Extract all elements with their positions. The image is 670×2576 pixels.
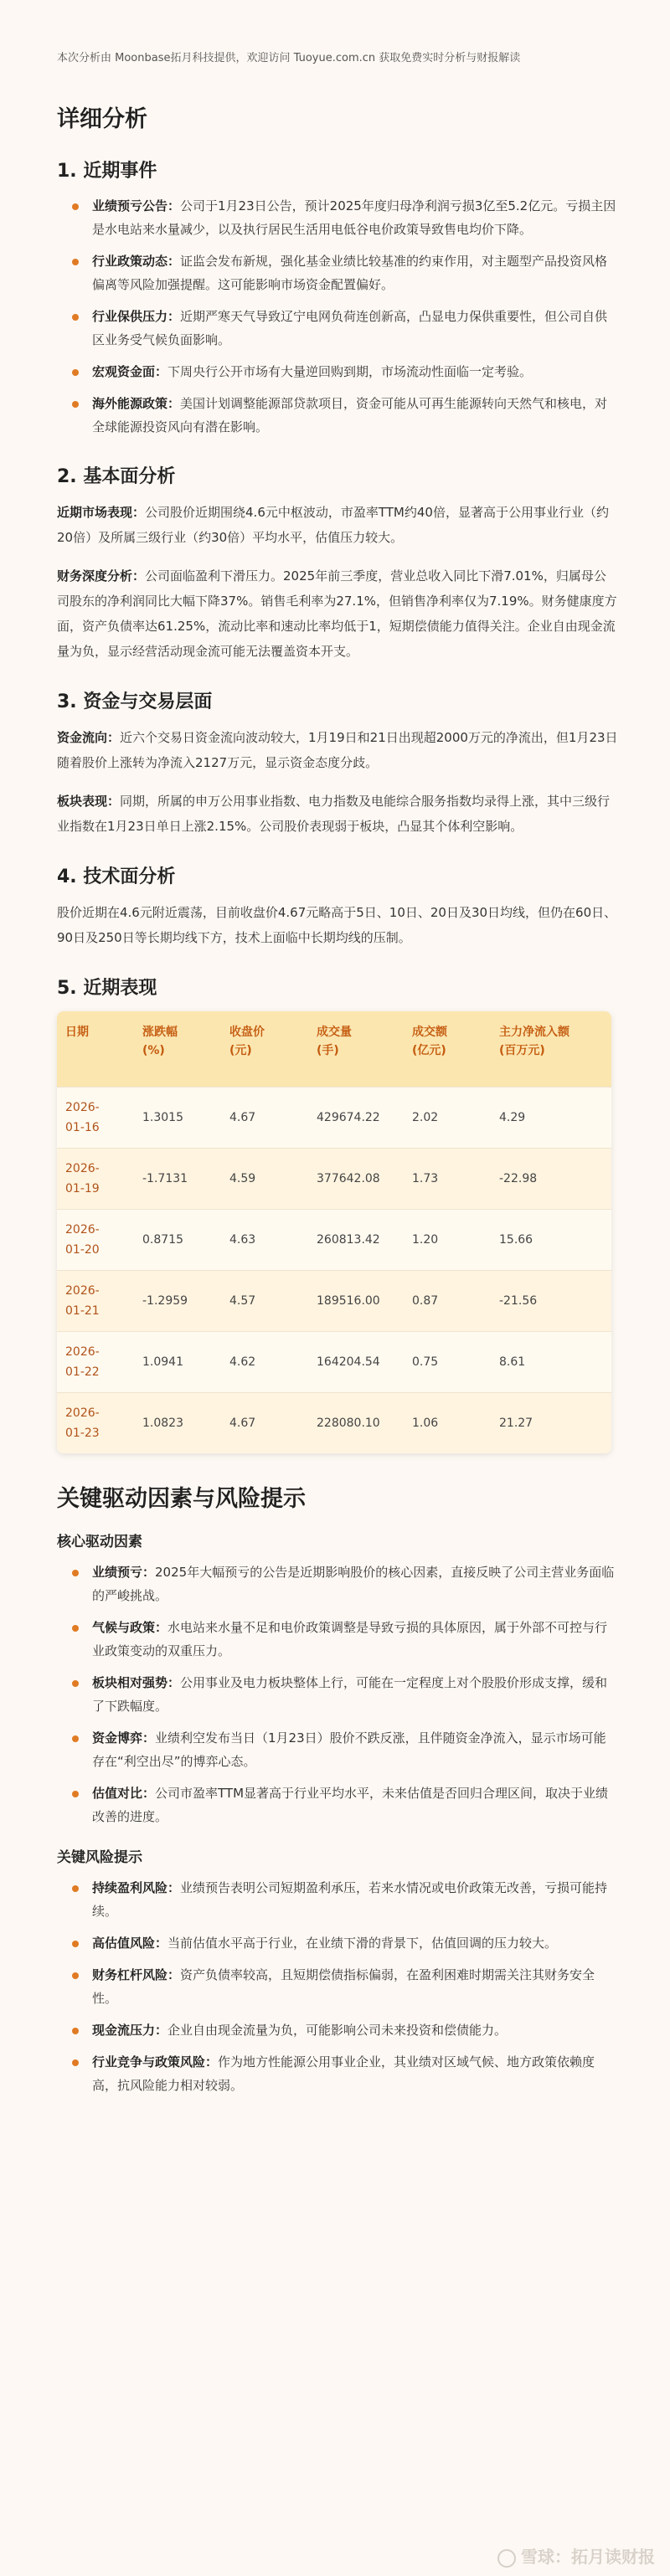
cell: 4.29 [491,1087,611,1148]
item-key: 财务杠杆风险： [92,1967,181,1982]
item-text: 业绩利空发布当日（1月23日）股价不跌反涨，且伴随资金净流入，显示市场可能存在“利空出尽”的博弈心态。 [92,1730,606,1769]
paragraph [57,563,618,664]
item-text: 作为地方性能源公用事业企业，其业绩对区域气候、地方政策依赖度高，抗风险能力相对较弱。 [92,2054,595,2093]
cell: 4.62 [221,1331,308,1392]
bullet-icon [72,1735,79,1742]
col-header: 涨跌幅 (%) [134,1011,221,1087]
list-item [70,2050,618,2097]
fundamentals-title: 2. 基本面分析 [57,466,176,487]
performance-table [57,1011,611,1453]
cell: -22.98 [491,1148,611,1209]
item-key: 气候与政策： [92,1619,168,1635]
paragraph [57,789,618,839]
cell: 228080.10 [308,1392,404,1453]
para-text: 公司股价近期围绕4.6元中枢波动，市盈率TTM约40倍，显著高于公用事业行业（约20倍）及所属三级行业（约30倍）平均水平，估值压力较大。 [57,505,609,545]
list-item [70,1671,618,1718]
item-key: 资金博弈： [92,1730,156,1746]
cell-date: 2026- 01-22 [57,1331,134,1392]
table-row [57,1392,611,1453]
list-item [70,1726,618,1773]
item-text: 公司市盈率TTM显著高于行业平均水平，未来估值是否回归合理区间，取决于业绩改善的进度。 [92,1785,609,1824]
cell: 4.67 [221,1392,308,1453]
technical-text: 股价近期在4.6元附近震荡，目前收盘价4.67元略高于5日、10日、20日及30日均线，但仍在60日、90日及250日等长期均线下方，技术上面临中长期均线的压制。 [57,905,617,945]
para-text: 近六个交易日资金流向波动较大，1月19日和21日出现超2000万元的净流出，但1月23日随着股价上涨转为净流入2127万元，显示资金态度分歧。 [57,730,618,770]
technical-title: 4. 技术面分析 [57,866,176,887]
table-row [57,1087,611,1148]
col-header: 收盘价 (元) [221,1011,308,1087]
list-item [70,1561,618,1607]
cell: 429674.22 [308,1087,404,1148]
cell: -1.7131 [134,1148,221,1209]
para-key: 板块表现： [57,794,121,809]
cell: 377642.08 [308,1148,404,1209]
item-text: 证监会发布新规，强化基金业绩比较基准的约束作用，对主题型产品投资风格偏离等风险加强提醒。这可能影响市场资金配置偏好。 [92,254,608,292]
item-key: 板块相对强势： [92,1674,181,1690]
item-text: 资产负债率较高，且短期偿债指标偏弱，在盈利困难时期需关注其财务安全性。 [92,1967,595,2006]
bullet-icon [72,2059,79,2066]
detail-title: 详细分析 [57,106,147,132]
list-item [70,392,618,439]
recent-events-list [70,194,618,439]
watermark [497,2543,655,2568]
cell: 1.06 [404,1392,491,1453]
list-item [70,1782,618,1828]
item-key: 高估值风险： [92,1935,168,1951]
bullet-icon [72,1791,79,1797]
paragraph [57,725,618,775]
drivers-title: 关键驱动因素与风险提示 [57,1485,306,1512]
item-text: 当前估值水平高于行业，在业绩下滑的背景下，估值回调的压力较大。 [168,1935,558,1951]
cell-date: 2026- 01-19 [57,1148,134,1209]
cell: 1.0941 [134,1331,221,1392]
cell: 1.3015 [134,1087,221,1148]
cell: 260813.42 [308,1209,404,1270]
cell: 4.59 [221,1148,308,1209]
source-note: 本次分析由 Moonbase拓月科技提供，欢迎访问 Tuoyue.com.cn 获取免费实时分析与财报解读 [57,52,521,64]
table-row [57,1209,611,1270]
bullet-icon [72,401,79,408]
table-row [57,1270,611,1331]
core-drivers-list [70,1561,618,1828]
bullet-icon [72,314,79,321]
col-header: 主力净流入额 (百万元) [491,1011,611,1087]
item-text: 2025年大幅预亏的公告是近期影响股价的核心因素，直接反映了公司主营业务面临的严峻挑战。 [92,1564,615,1603]
item-text: 企业自由现金流量为负，可能影响公司未来投资和偿债能力。 [168,2022,508,2038]
col-header: 成交额 (亿元) [404,1011,491,1087]
cell: 21.27 [491,1392,611,1453]
list-item [70,249,618,296]
bullet-icon [72,259,79,265]
cell: 189516.00 [308,1270,404,1331]
item-key: 业绩预亏： [92,1564,156,1580]
cell: 164204.54 [308,1331,404,1392]
item-text: 业绩预告表明公司短期盈利承压，若来水情况或电价政策无改善，亏损可能持续。 [92,1879,608,1919]
item-text: 下周央行公开市场有大量逆回购到期，市场流动性面临一定考验。 [168,364,533,379]
recent-perf-title: 5. 近期表现 [57,978,157,999]
paragraph [57,500,618,550]
para-text: 同期，所属的申万公用事业指数、电力指数及电能综合服务指数均录得上涨，其中三级行业指数在1月23日单日上涨2.15%。公司股价表现弱于板块，凸显其个体利空影响。 [57,794,611,834]
para-text: 公司面临盈利下滑压力。2025年前三季度，营业总收入同比下滑7.01%，归属母公司股东的净利润同比大幅下降37%。销售毛利率为27.1%，但销售净利率仅为7.19%。财务健康度方面，资产负债率达61.25%，流动比率和速动比率均低于1，短期偿债能力值得关注。企业自由现金流量为负，显示经营活动现金流可能无法覆盖资本开支。 [57,568,617,659]
capital-flow-title: 3. 资金与交易层面 [57,692,213,712]
cell: 1.0823 [134,1392,221,1453]
cell-date: 2026- 01-20 [57,1209,134,1270]
list-item [70,360,618,383]
list-item [70,2018,618,2042]
cell: 1.20 [404,1209,491,1270]
cell-date: 2026- 01-23 [57,1392,134,1453]
bullet-icon [72,2028,79,2034]
item-key: 行业竞争与政策风险： [92,2054,219,2070]
item-key: 估值对比： [92,1785,156,1801]
item-key: 行业保供压力： [92,309,181,324]
cell: 2.02 [404,1087,491,1148]
cell: 8.61 [491,1331,611,1392]
bullet-icon [72,1941,79,1947]
watermark-text: 雪球：拓月读财报 [521,2547,655,2567]
col-header: 日期 [57,1011,134,1087]
bullet-icon [72,369,79,376]
item-key: 海外能源政策： [92,396,181,411]
list-item [70,194,618,241]
table-header-row [57,1011,611,1087]
list-item [70,1876,618,1923]
key-risks-list [70,1876,618,2097]
cell-date: 2026- 01-21 [57,1270,134,1331]
bullet-icon [72,203,79,210]
table-row [57,1331,611,1392]
cell: 4.67 [221,1087,308,1148]
table-row [57,1148,611,1209]
item-text: 近期严寒天气导致辽宁电网负荷连创新高，凸显电力保供重要性，但公司自供区业务受气候负面影响。 [92,309,608,347]
snowball-logo-icon [497,2549,516,2568]
list-item [70,1931,618,1955]
recent-events-title: 1. 近期事件 [57,161,157,182]
item-key: 持续盈利风险： [92,1879,181,1895]
para-key: 近期市场表现： [57,505,146,520]
col-header: 成交量 (手) [308,1011,404,1087]
cell: 0.75 [404,1331,491,1392]
cell: 0.8715 [134,1209,221,1270]
key-risks-title: 关键风险提示 [57,1848,142,1866]
cell: 15.66 [491,1209,611,1270]
cell: 0.87 [404,1270,491,1331]
core-drivers-title: 核心驱动因素 [57,1533,142,1550]
list-item [70,1963,618,2010]
cell: 4.63 [221,1209,308,1270]
cell: -21.56 [491,1270,611,1331]
item-text: 美国计划调整能源部贷款项目，资金可能从可再生能源转向天然气和核电，对全球能源投资风向有潜在影响。 [92,396,608,434]
bullet-icon [72,1570,79,1576]
cell: -1.2959 [134,1270,221,1331]
para-key: 财务深度分析： [57,568,146,584]
bullet-icon [72,1680,79,1687]
list-item [70,1616,618,1663]
bullet-icon [72,1625,79,1632]
item-key: 业绩预亏公告： [92,198,181,213]
item-text: 水电站来水量不足和电价政策调整是导致亏损的具体原因，属于外部不可控与行业政策变动的双重压力。 [92,1619,608,1658]
cell: 1.73 [404,1148,491,1209]
para-key: 资金流向： [57,730,121,745]
item-key: 宏观资金面： [92,364,168,379]
bullet-icon [72,1885,79,1892]
list-item [70,305,618,352]
cell: 4.57 [221,1270,308,1331]
item-text: 公司于1月23日公告，预计2025年度归母净利润亏损3亿至5.2亿元。亏损主因是水电站来水量减少，以及执行居民生活用电低谷电价政策导致售电均价下降。 [92,198,616,237]
item-key: 行业政策动态： [92,254,181,269]
item-text: 公用事业及电力板块整体上行，可能在一定程度上对个股股价形成支撑，缓和了下跌幅度。 [92,1674,608,1714]
item-key: 现金流压力： [92,2022,168,2038]
cell-date: 2026- 01-16 [57,1087,134,1148]
bullet-icon [72,1972,79,1979]
